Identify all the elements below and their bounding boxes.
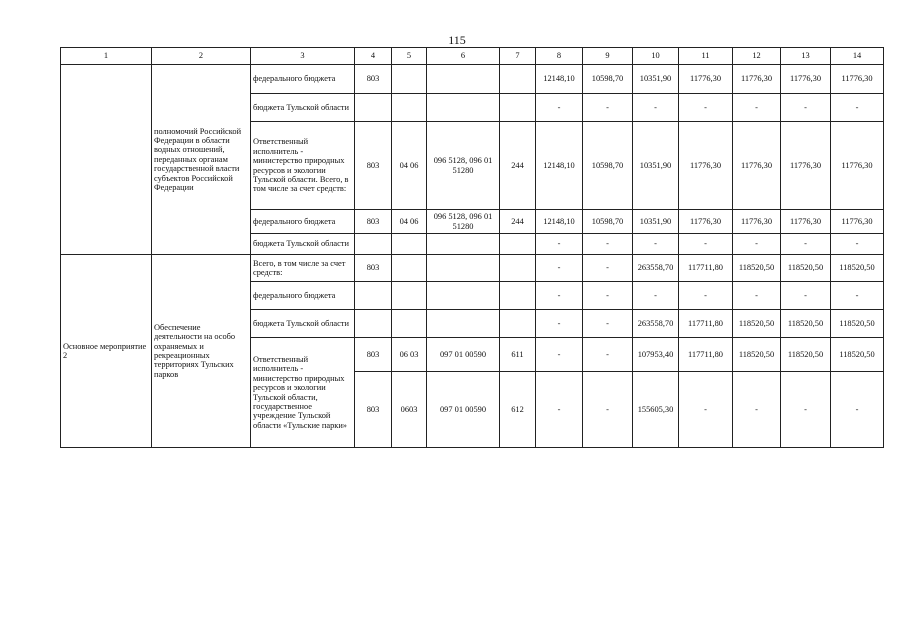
table-cell: 11776,30 (733, 210, 781, 234)
table-cell: 11776,30 (781, 65, 831, 94)
table-cell: - (781, 94, 831, 122)
table-cell (427, 94, 500, 122)
table-cell: 117711,80 (679, 255, 733, 282)
table-cell: - (781, 234, 831, 255)
header-cell: 4 (355, 48, 392, 65)
table-row (61, 255, 884, 282)
table-cell (427, 255, 500, 282)
table-cell: - (536, 234, 583, 255)
table-cell (392, 282, 427, 310)
table-cell (427, 234, 500, 255)
table-cell: - (536, 372, 583, 448)
header-cell: 11 (679, 48, 733, 65)
table-cell: 096 5128, 096 01 51280 (427, 122, 500, 210)
header-cell: 13 (781, 48, 831, 65)
table-cell: 11776,30 (831, 210, 884, 234)
table-cell: 097 01 00590 (427, 338, 500, 372)
header-cell: 10 (633, 48, 679, 65)
table-cell: - (633, 94, 679, 122)
table-cell: - (536, 94, 583, 122)
table-cell: 118520,50 (781, 310, 831, 338)
table-cell: - (583, 255, 633, 282)
table-cell: 04 06 (392, 210, 427, 234)
header-cell: 7 (500, 48, 536, 65)
header-cell: 6 (427, 48, 500, 65)
table-cell: 263558,70 (633, 310, 679, 338)
table-cell (355, 282, 392, 310)
executor-label: Ответственный исполнитель - министерство природных ресурсов и экологии Тульской области, государственное учреждение Тульской области «Тульские парки» (251, 338, 355, 448)
table-cell: 11776,30 (781, 210, 831, 234)
table-cell (392, 255, 427, 282)
table-cell (355, 94, 392, 122)
table-cell: 11776,30 (679, 210, 733, 234)
table-cell: 11776,30 (781, 122, 831, 210)
measure-description: Обеспечение деятельности на особо охраняемых и рекреационных территориях Тульских парков (152, 255, 251, 448)
table-cell: 803 (355, 122, 392, 210)
table-cell: 117711,80 (679, 338, 733, 372)
header-cell: 1 (61, 48, 152, 65)
table-cell: 118520,50 (831, 255, 884, 282)
table-cell: 12148,10 (536, 122, 583, 210)
budget-table (60, 47, 884, 448)
source-label: федерального бюджета (251, 65, 355, 94)
table-cell: - (733, 94, 781, 122)
table-cell: - (733, 234, 781, 255)
table-cell: 10351,90 (633, 65, 679, 94)
table-cell: 0603 (392, 372, 427, 448)
table-cell: 612 (500, 372, 536, 448)
table-cell (500, 255, 536, 282)
table-cell (427, 310, 500, 338)
table-cell: 12148,10 (536, 210, 583, 234)
table-cell: 118520,50 (733, 310, 781, 338)
table-cell: - (536, 255, 583, 282)
table-cell: 118520,50 (831, 338, 884, 372)
table-cell: - (781, 282, 831, 310)
header-cell: 3 (251, 48, 355, 65)
table-cell: - (733, 282, 781, 310)
table-cell (500, 282, 536, 310)
measure-description: полномочий Российской Федерации в области водных отношений, переданных органам государственной власти субъектов Российской Федерации (152, 65, 251, 255)
table-cell: - (679, 282, 733, 310)
table-cell: 11776,30 (831, 65, 884, 94)
table-cell: 11776,30 (733, 122, 781, 210)
table-cell: - (633, 234, 679, 255)
table-cell: 611 (500, 338, 536, 372)
table-cell: 118520,50 (733, 338, 781, 372)
table-cell: 097 01 00590 (427, 372, 500, 448)
table-cell: 10598,70 (583, 122, 633, 210)
table-cell: 04 06 (392, 122, 427, 210)
measure-title: Основное мероприятие 2 (61, 255, 152, 448)
table-cell: 11776,30 (679, 65, 733, 94)
table-cell (500, 65, 536, 94)
table-cell: - (583, 282, 633, 310)
table-cell: - (831, 372, 884, 448)
table-cell: - (583, 338, 633, 372)
table-cell: 11776,30 (831, 122, 884, 210)
table-cell (427, 65, 500, 94)
table-cell: - (831, 234, 884, 255)
table-cell: 107953,40 (633, 338, 679, 372)
header-cell: 14 (831, 48, 884, 65)
table-cell: - (536, 310, 583, 338)
table-cell: 803 (355, 210, 392, 234)
table-cell (500, 310, 536, 338)
table-cell: - (831, 282, 884, 310)
source-label: Ответственный исполнитель - министерство природных ресурсов и экологии Тульской области. Всего, в том числе за счет средств: (251, 122, 355, 210)
header-row (61, 48, 884, 65)
table-cell (392, 310, 427, 338)
header-cell: 2 (152, 48, 251, 65)
table-cell: 12148,10 (536, 65, 583, 94)
table-cell: 244 (500, 122, 536, 210)
table-cell: - (583, 94, 633, 122)
table-cell: 11776,30 (733, 65, 781, 94)
table-cell: - (536, 338, 583, 372)
table-row (61, 65, 884, 94)
table-cell: 10598,70 (583, 65, 633, 94)
source-label: федерального бюджета (251, 282, 355, 310)
table-cell (392, 94, 427, 122)
source-label: бюджета Тульской области (251, 94, 355, 122)
table-cell (355, 234, 392, 255)
table-cell: 803 (355, 65, 392, 94)
table-cell: - (679, 94, 733, 122)
measure-cell (61, 65, 152, 255)
table-cell: - (679, 234, 733, 255)
table-cell: 155605,30 (633, 372, 679, 448)
table-cell: - (583, 310, 633, 338)
table-cell: 803 (355, 255, 392, 282)
table-cell: 803 (355, 338, 392, 372)
source-label: Всего, в том числе за счет средств: (251, 255, 355, 282)
page-number: 115 (448, 33, 466, 47)
table-cell: - (831, 94, 884, 122)
table-cell: 118520,50 (781, 338, 831, 372)
table-cell: 10351,90 (633, 122, 679, 210)
table-cell: 263558,70 (633, 255, 679, 282)
table-cell: 803 (355, 372, 392, 448)
table-cell: 118520,50 (733, 255, 781, 282)
table-cell: - (733, 372, 781, 448)
header-cell: 5 (392, 48, 427, 65)
table-cell: 118520,50 (831, 310, 884, 338)
table-cell: 244 (500, 210, 536, 234)
table-cell (392, 234, 427, 255)
table-cell: - (583, 372, 633, 448)
table-cell: 118520,50 (781, 255, 831, 282)
table-cell: - (679, 372, 733, 448)
table-cell: 06 03 (392, 338, 427, 372)
table-cell: 10598,70 (583, 210, 633, 234)
table-cell: 096 5128, 096 01 51280 (427, 210, 500, 234)
table-cell: 11776,30 (679, 122, 733, 210)
table-cell: 117711,80 (679, 310, 733, 338)
header-cell: 9 (583, 48, 633, 65)
header-cell: 8 (536, 48, 583, 65)
table-cell: - (536, 282, 583, 310)
source-label: бюджета Тульской области (251, 234, 355, 255)
table-cell: - (583, 234, 633, 255)
table-cell (427, 282, 500, 310)
table-cell (500, 94, 536, 122)
table-cell: 10351,90 (633, 210, 679, 234)
table-cell (392, 65, 427, 94)
table-cell: - (781, 372, 831, 448)
header-cell: 12 (733, 48, 781, 65)
source-label: федерального бюджета (251, 210, 355, 234)
table-cell: - (633, 282, 679, 310)
table-cell (500, 234, 536, 255)
source-label: бюджета Тульской области (251, 310, 355, 338)
table-cell (355, 310, 392, 338)
